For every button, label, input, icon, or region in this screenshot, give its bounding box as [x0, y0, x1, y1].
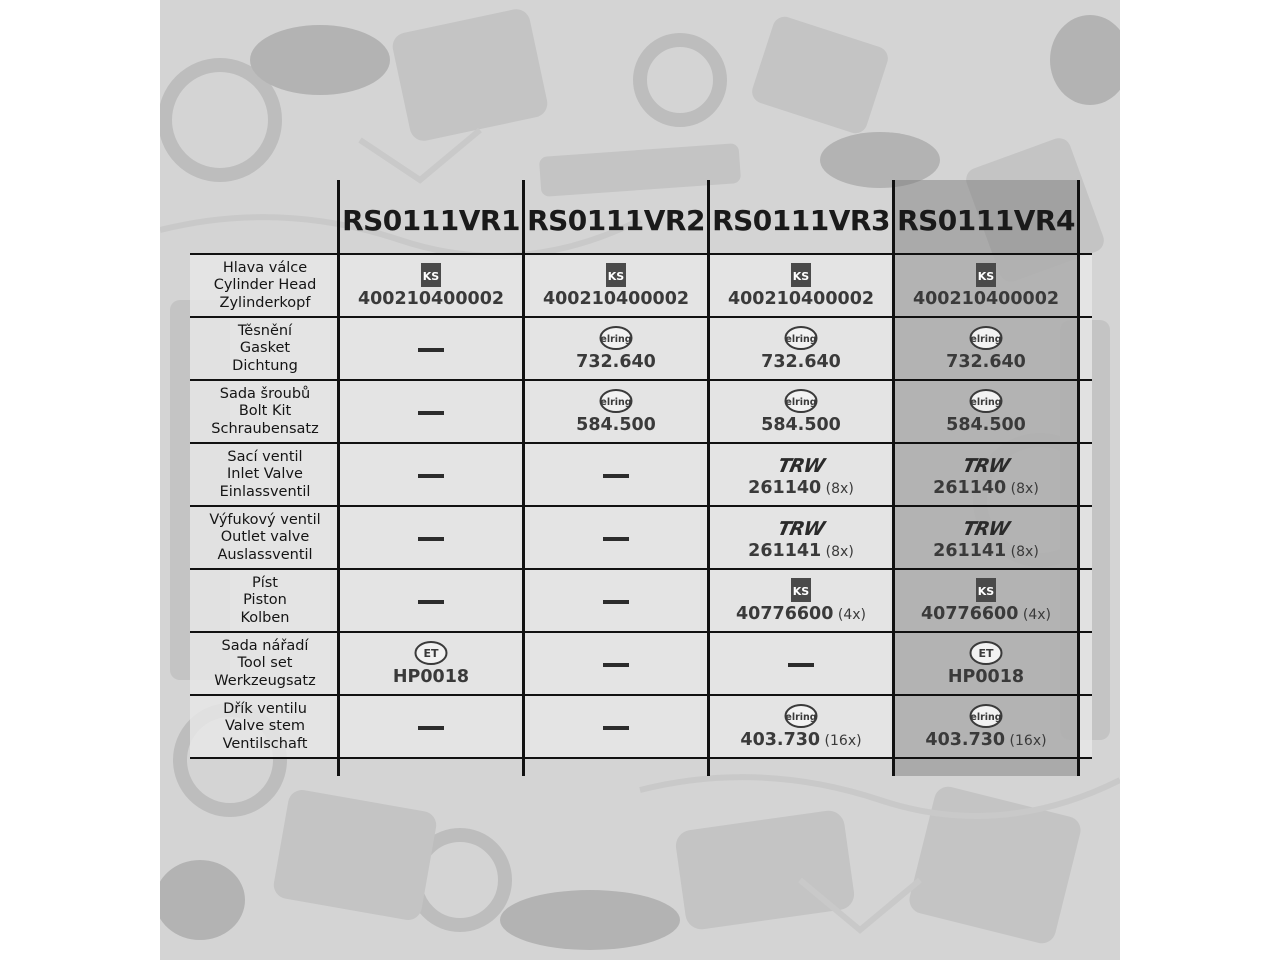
not-included-dash [418, 474, 444, 478]
part-cell [710, 389, 892, 435]
trw-icon [895, 452, 1077, 476]
part-number-line [895, 415, 1077, 435]
part-number-line [710, 352, 892, 372]
elring-icon-graphic [599, 326, 633, 350]
svg-text:elring: elring [785, 712, 817, 723]
trw-logo-text: TRW [960, 518, 1012, 540]
part-cell [895, 452, 1077, 498]
not-included-dash [603, 537, 629, 541]
part-cell [895, 641, 1077, 687]
part-quantity: (16x) [1005, 733, 1047, 749]
elring-icon [710, 389, 892, 413]
grid-hline [190, 505, 1092, 507]
svg-text:KS: KS [792, 585, 810, 598]
trw-logo-text: TRW [960, 455, 1012, 477]
part-quantity: (8x) [1006, 481, 1039, 497]
row-label-line: Sací ventil [227, 448, 303, 465]
part-number-line [340, 289, 522, 309]
svg-text:KS: KS [977, 585, 995, 598]
part-number-line [525, 289, 707, 309]
et-icon-graphic [414, 641, 448, 665]
not-included-dash [418, 537, 444, 541]
grid-vline [1077, 180, 1080, 776]
part-number: 732.640 [761, 352, 841, 372]
row-label-line: Werkzeugsatz [214, 672, 316, 689]
elring-icon-graphic [969, 326, 1003, 350]
part-number: 40776600 [921, 604, 1019, 624]
ks-icon [710, 578, 892, 602]
row-label-line: Auslassventil [217, 546, 313, 563]
svg-text:KS: KS [422, 270, 440, 283]
row-label [190, 260, 340, 313]
column-header: RS0111VR4 [897, 204, 1075, 237]
row-label [190, 512, 340, 565]
trw-icon [895, 515, 1077, 539]
elring-icon [525, 389, 707, 413]
elring-icon-graphic [599, 389, 633, 413]
part-cell [525, 389, 707, 435]
row-label-line: Dřík ventilu [223, 700, 307, 717]
elring-icon-graphic [784, 389, 818, 413]
grid-hline [190, 442, 1092, 444]
row-label-line: Einlassventil [219, 483, 311, 500]
elring-icon [895, 389, 1077, 413]
part-number: 261141 [748, 541, 822, 561]
part-number-line [525, 352, 707, 372]
ks-icon [895, 263, 1077, 287]
elring-icon [895, 704, 1077, 728]
ks-icon [710, 263, 892, 287]
grid-hline [190, 568, 1092, 570]
part-number-line [710, 289, 892, 309]
row-label [190, 323, 340, 376]
ks-icon-graphic [606, 263, 626, 287]
svg-text:KS: KS [977, 270, 995, 283]
not-included-dash [418, 411, 444, 415]
part-number: 261141 [933, 541, 1007, 561]
ks-icon [895, 578, 1077, 602]
grid-hline [190, 379, 1092, 381]
row-label [190, 449, 340, 502]
grid-hline [190, 694, 1092, 696]
row-label-line: Zylinderkopf [219, 294, 311, 311]
part-number-line [340, 667, 522, 687]
part-number-line [895, 667, 1077, 687]
trw-icon [710, 515, 892, 539]
part-number-line [710, 478, 892, 498]
not-included-dash [603, 726, 629, 730]
part-cell [525, 263, 707, 309]
part-cell [525, 326, 707, 372]
part-number-line [895, 352, 1077, 372]
trw-icon [710, 452, 892, 476]
row-label-line: Výfukový ventil [209, 511, 321, 528]
et-icon-graphic [969, 641, 1003, 665]
not-included-dash [603, 474, 629, 478]
part-number: 400210400002 [912, 289, 1060, 309]
row-label-line: Valve stem [224, 718, 306, 734]
row-label [190, 638, 340, 691]
grid-hline [190, 253, 1092, 255]
part-number: 261140 [933, 478, 1007, 498]
et-icon [895, 641, 1077, 665]
trw-logo-text: TRW [775, 518, 827, 540]
part-number-line [710, 730, 892, 750]
not-included-dash [788, 663, 814, 667]
part-cell [895, 704, 1077, 750]
elring-icon-graphic [969, 704, 1003, 728]
part-number: 400210400002 [357, 289, 505, 309]
part-number: 400210400002 [727, 289, 875, 309]
part-cell [710, 515, 892, 561]
not-included-dash [418, 348, 444, 352]
part-number-line [710, 604, 892, 624]
et-icon [340, 641, 522, 665]
svg-text:elring: elring [970, 712, 1002, 723]
elring-icon [895, 326, 1077, 350]
svg-text:elring: elring [785, 334, 817, 345]
row-label-line: Inlet Valve [227, 466, 303, 482]
part-number: 40776600 [736, 604, 834, 624]
ks-icon [525, 263, 707, 287]
poster [160, 0, 1120, 960]
part-number-line [895, 541, 1077, 561]
part-number: 732.640 [946, 352, 1026, 372]
elring-icon-graphic [784, 326, 818, 350]
svg-text:elring: elring [600, 397, 632, 408]
elring-icon [525, 326, 707, 350]
part-number: 584.500 [576, 415, 656, 435]
part-number-line [895, 478, 1077, 498]
row-label-line: Píst [251, 574, 278, 591]
column-header: RS0111VR2 [527, 204, 705, 237]
row-label-line: Těsnění [237, 322, 293, 339]
row-label-line: Outlet valve [220, 529, 310, 545]
part-number-line [895, 730, 1077, 750]
svg-text:ET: ET [978, 647, 994, 660]
ks-icon-graphic [976, 578, 996, 602]
ks-icon-graphic [791, 263, 811, 287]
row-label [190, 575, 340, 628]
part-number-line [525, 415, 707, 435]
part-cell [895, 578, 1077, 624]
part-number: 261140 [748, 478, 822, 498]
elring-icon [710, 704, 892, 728]
part-number: 400210400002 [542, 289, 690, 309]
not-included-dash [418, 600, 444, 604]
svg-text:elring: elring [970, 334, 1002, 345]
part-quantity: (8x) [821, 544, 854, 560]
row-label-line: Schraubensatz [211, 420, 319, 437]
part-cell [895, 389, 1077, 435]
part-number-line [895, 289, 1077, 309]
row-label-line: Sada nářadí [221, 637, 309, 654]
elring-icon-graphic [969, 389, 1003, 413]
svg-text:KS: KS [607, 270, 625, 283]
svg-text:elring: elring [600, 334, 632, 345]
part-number: 732.640 [576, 352, 656, 372]
part-number-line [710, 415, 892, 435]
row-label-line: Ventilschaft [222, 735, 308, 752]
part-quantity: (8x) [821, 481, 854, 497]
part-cell [710, 578, 892, 624]
ks-icon-graphic [421, 263, 441, 287]
part-cell [710, 704, 892, 750]
part-cell [895, 263, 1077, 309]
column-header: RS0111VR3 [712, 204, 890, 237]
row-label-line: Kolben [240, 609, 290, 626]
part-cell [340, 263, 522, 309]
part-cell [895, 515, 1077, 561]
part-number: 584.500 [946, 415, 1026, 435]
part-quantity: (4x) [833, 607, 866, 623]
column-header: RS0111VR1 [342, 204, 520, 237]
ks-icon-graphic [791, 578, 811, 602]
row-label-line: Piston [243, 592, 287, 608]
part-number: HP0018 [947, 667, 1025, 687]
ks-icon-graphic [976, 263, 996, 287]
elring-icon [710, 326, 892, 350]
not-included-dash [603, 663, 629, 667]
not-included-dash [603, 600, 629, 604]
part-cell [340, 641, 522, 687]
part-cell [710, 263, 892, 309]
row-label-line: Hlava válce [222, 259, 308, 276]
part-number: HP0018 [392, 667, 470, 687]
svg-text:elring: elring [970, 397, 1002, 408]
grid-hline [190, 631, 1092, 633]
part-cell [895, 326, 1077, 372]
row-label-line: Dichtung [232, 357, 298, 374]
row-label-line: Gasket [239, 340, 291, 356]
svg-text:elring: elring [785, 397, 817, 408]
comparison-table [190, 180, 1092, 778]
part-cell [710, 326, 892, 372]
part-number: 584.500 [761, 415, 841, 435]
svg-text:ET: ET [423, 647, 439, 660]
elring-icon-graphic [784, 704, 818, 728]
part-number: 403.730 [740, 730, 821, 750]
grid-hline [190, 316, 1092, 318]
row-label-line: Cylinder Head [213, 277, 317, 293]
part-number: 403.730 [925, 730, 1006, 750]
not-included-dash [418, 726, 444, 730]
row-label-line: Sada šroubů [219, 385, 311, 402]
trw-logo-text: TRW [775, 455, 827, 477]
part-quantity: (4x) [1018, 607, 1051, 623]
part-number-line [895, 604, 1077, 624]
part-quantity: (8x) [1006, 544, 1039, 560]
row-label [190, 701, 340, 754]
row-label [190, 386, 340, 439]
row-label-line: Bolt Kit [238, 403, 292, 419]
ks-icon [340, 263, 522, 287]
grid-hline [190, 757, 1092, 759]
row-label-line: Tool set [237, 655, 293, 671]
part-quantity: (16x) [820, 733, 862, 749]
part-cell [710, 452, 892, 498]
svg-text:KS: KS [792, 270, 810, 283]
part-number-line [710, 541, 892, 561]
